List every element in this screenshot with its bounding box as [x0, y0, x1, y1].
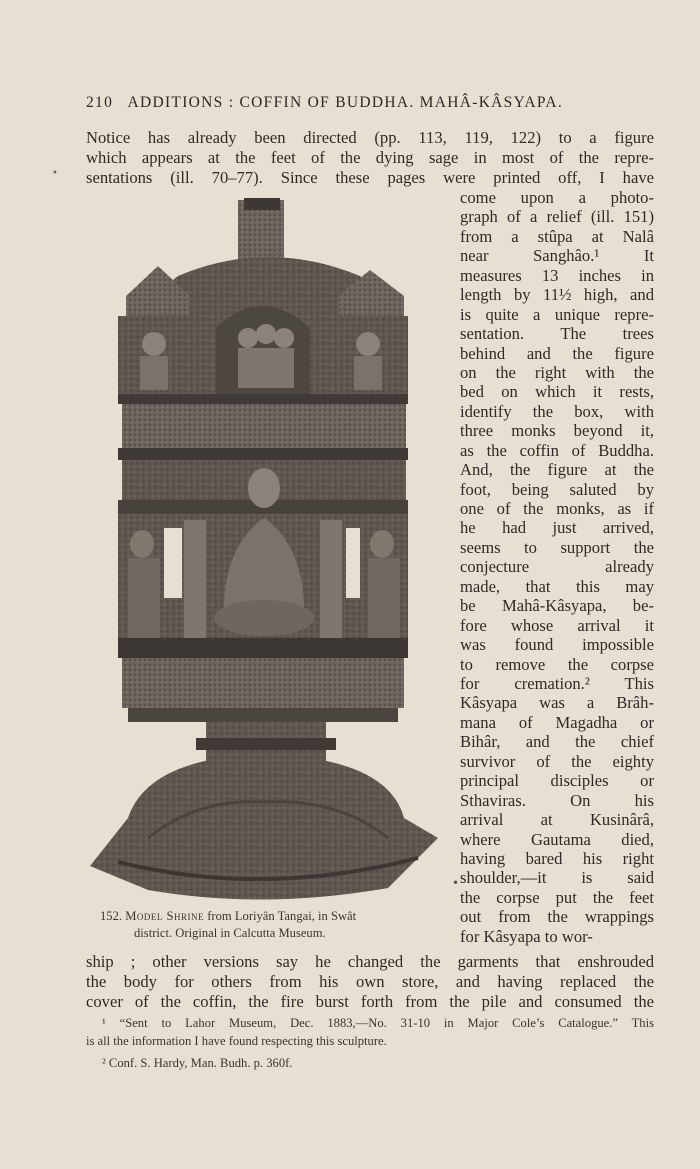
figure-caption — [100, 908, 450, 942]
column-line: is quite a unique repre- — [460, 304, 654, 324]
column-line: arrival at Kusinârâ, — [460, 810, 654, 830]
column-line: as the coffin of Buddha. — [460, 440, 654, 460]
column-line: from a stûpa at Nalâ — [460, 226, 654, 246]
column-line: mana of Magadha or — [460, 712, 654, 732]
column-line: conjecture already — [460, 557, 654, 577]
column-line: principal disciples or — [460, 771, 654, 791]
caption-title: Model Shrine — [125, 909, 205, 923]
column-line: out from the wrappings — [460, 907, 654, 927]
body-line: sentations (ill. 70–77). Since these pages were printed off, I have — [86, 168, 654, 187]
column-line: behind and the figure — [460, 343, 654, 363]
margin-dot: • — [52, 168, 58, 179]
column-line: come upon a photo- — [460, 188, 654, 207]
column-line: Bihâr, and the chief — [460, 732, 654, 752]
body-line: which appears at the feet of the dying sage in most of the repre- — [86, 148, 654, 167]
column-line: measures 13 inches in — [460, 265, 654, 285]
column-line: three monks beyond it, — [460, 421, 654, 441]
column-line: Kâsyapa was a Brâh- — [460, 693, 654, 713]
column-line: he had just arrived, — [460, 518, 654, 538]
column-line: one of the monks, as if — [460, 499, 654, 519]
column-line: be Mahâ-Kâsyapa, be- — [460, 596, 654, 616]
caption-number: 152. — [100, 909, 123, 923]
column-line: to remove the corpse — [460, 654, 654, 674]
page-number: 210 — [86, 94, 114, 111]
column-line: seems to support the — [460, 537, 654, 557]
column-line: having bared his right — [460, 848, 654, 868]
column-line: sentation. The trees — [460, 324, 654, 344]
column-line: length by 11½ high, and — [460, 285, 654, 305]
column-line: And, the figure at the — [460, 460, 654, 480]
column-line: shoulder,—it is said — [460, 868, 654, 888]
running-head-title: ADDITIONS : COFFIN OF BUDDHA. MAHÂ-KÂSYAPA. — [127, 94, 564, 111]
column-line: foot, being saluted by — [460, 479, 654, 499]
column-line: Sthaviras. On his — [460, 790, 654, 810]
body-line: the body for others from his own store, and having replaced the — [86, 972, 654, 991]
column-line: survivor of the eighty — [460, 751, 654, 771]
column-line: made, that this may — [460, 576, 654, 596]
margin-dot: • — [452, 876, 460, 890]
shrine-figure — [88, 198, 454, 902]
column-line: identify the box, with — [460, 401, 654, 421]
column-line: bed on which it rests, — [460, 382, 654, 402]
body-line: ship ; other versions say he changed the garments that enshrouded — [86, 952, 654, 971]
footnote-1: ¹ “Sent to Lahor Museum, Dec. 1883,—No. 31-10 in Major Cole’s Catalogue.” This — [102, 1016, 654, 1030]
footnote-1-cont: is all the information I have found respecting this sculpture. — [86, 1034, 387, 1048]
running-head — [86, 94, 616, 112]
shrine-illustration — [88, 198, 454, 902]
body-line: cover of the coffin, the fire burst forth from the pile and consumed the — [86, 992, 654, 1011]
column-line: the corpse put the feet — [460, 887, 654, 907]
column-line: on the right with the — [460, 362, 654, 382]
column-line: for cremation.² This — [460, 674, 654, 693]
body-line: Notice has already been directed (pp. 113, 119, 122) to a figure — [86, 128, 654, 147]
footnote-2: ² Conf. S. Hardy, Man. Budh. p. 360f. — [102, 1056, 293, 1070]
column-line: graph of a relief (ill. 151) — [460, 207, 654, 227]
column-line: fore whose arrival it — [460, 615, 654, 635]
column-line: where Gautama died, — [460, 829, 654, 849]
column-line: for Kâsyapa to wor- — [460, 926, 593, 946]
caption-rest: from Loriyân Tangai, in Swât — [207, 909, 357, 923]
column-line: was found impossible — [460, 635, 654, 655]
column-line: near Sanghâo.¹ It — [460, 246, 654, 266]
caption-line-2: district. Original in Calcutta Museum. — [134, 926, 326, 940]
